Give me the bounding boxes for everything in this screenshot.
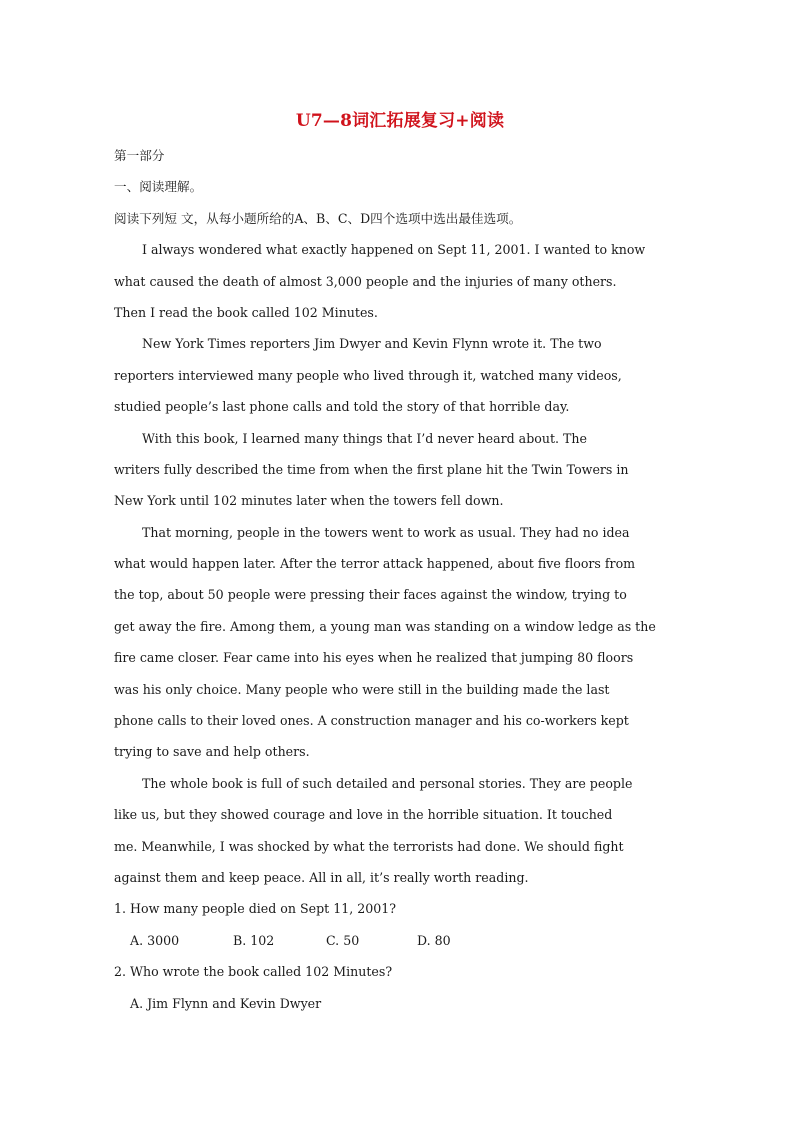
passage-line: New York Times reporters Jim Dwyer and Kevin Flynn wrote it. The two — [142, 336, 602, 352]
passage-line: phone calls to their loved ones. A construction manager and his co-workers kept — [114, 713, 629, 729]
passage-line: I always wondered what exactly happened on Sept 11, 2001. I wanted to know — [142, 242, 646, 258]
question-stem: 2. Who wrote the book called 102 Minutes? — [114, 964, 393, 980]
passage-line: against them and keep peace. All in all, it’s really worth reading. — [114, 869, 529, 885]
passage-line: New York until 102 minutes later when the towers fell down. — [114, 493, 504, 509]
option-a[interactable]: A. 3000 — [130, 932, 180, 948]
passage-line: like us, but they showed courage and love in the horrible situation. It touched — [114, 807, 613, 823]
passage-line: With this book, I learned many things that I’d never heard about. The — [142, 430, 587, 446]
answer-options — [114, 988, 694, 1019]
passage-line: was his only choice. Many people who were still in the building made the last — [114, 681, 610, 697]
passage-line: me. Meanwhile, I was shocked by what the terrorists had done. We should fight — [114, 838, 624, 854]
question-stem: 1. How many people died on Sept 11, 2001? — [114, 901, 397, 917]
section-heading: 第一部分 — [114, 148, 165, 163]
passage-line: what would happen later. After the terror attack happened, about five floors from — [114, 556, 636, 572]
passage-line: reporters interviewed many people who lived through it, watched many videos, — [114, 367, 622, 383]
subsection-heading: 一、阅读理解。 — [114, 179, 203, 195]
instruction-text: 阅读下列短 文，从每小题所给的A、B、C、D四个选项中选出最佳选项。 — [114, 210, 522, 226]
question-1 — [114, 893, 694, 956]
passage-line: The whole book is full of such detailed and personal stories. They are people — [142, 775, 633, 791]
document-body — [114, 140, 694, 1019]
passage-line: studied people’s last phone calls and told the story of that horrible day. — [114, 399, 570, 415]
question-2 — [114, 956, 694, 1019]
page-title: U7—8词汇拓展复习+阅读 — [295, 111, 505, 131]
option-b[interactable]: B. 102 — [233, 932, 275, 948]
reading-passage — [114, 234, 694, 893]
passage-line: writers fully described the time from when the first plane hit the Twin Towers in — [114, 461, 629, 477]
option-d[interactable]: D. 80 — [417, 932, 451, 948]
passage-line: get away the fire. Among them, a young man was standing on a window ledge as the — [114, 618, 656, 634]
passage-line: what caused the death of almost 3,000 people and the injuries of many others. — [114, 273, 617, 289]
passage-line: trying to save and help others. — [114, 744, 310, 760]
passage-line: fire came closer. Fear came into his eyes when he realized that jumping 80 floors — [114, 650, 634, 666]
passage-line: That morning, people in the towers went to work as usual. They had no idea — [142, 524, 630, 540]
option-c[interactable]: C. 50 — [326, 932, 360, 948]
answer-options — [114, 925, 694, 956]
option-a[interactable]: A. Jim Flynn and Kevin Dwyer — [130, 995, 322, 1011]
passage-line: the top, about 50 people were pressing their faces against the window, trying to — [114, 587, 627, 603]
passage-line: Then I read the book called 102 Minutes. — [114, 304, 378, 320]
